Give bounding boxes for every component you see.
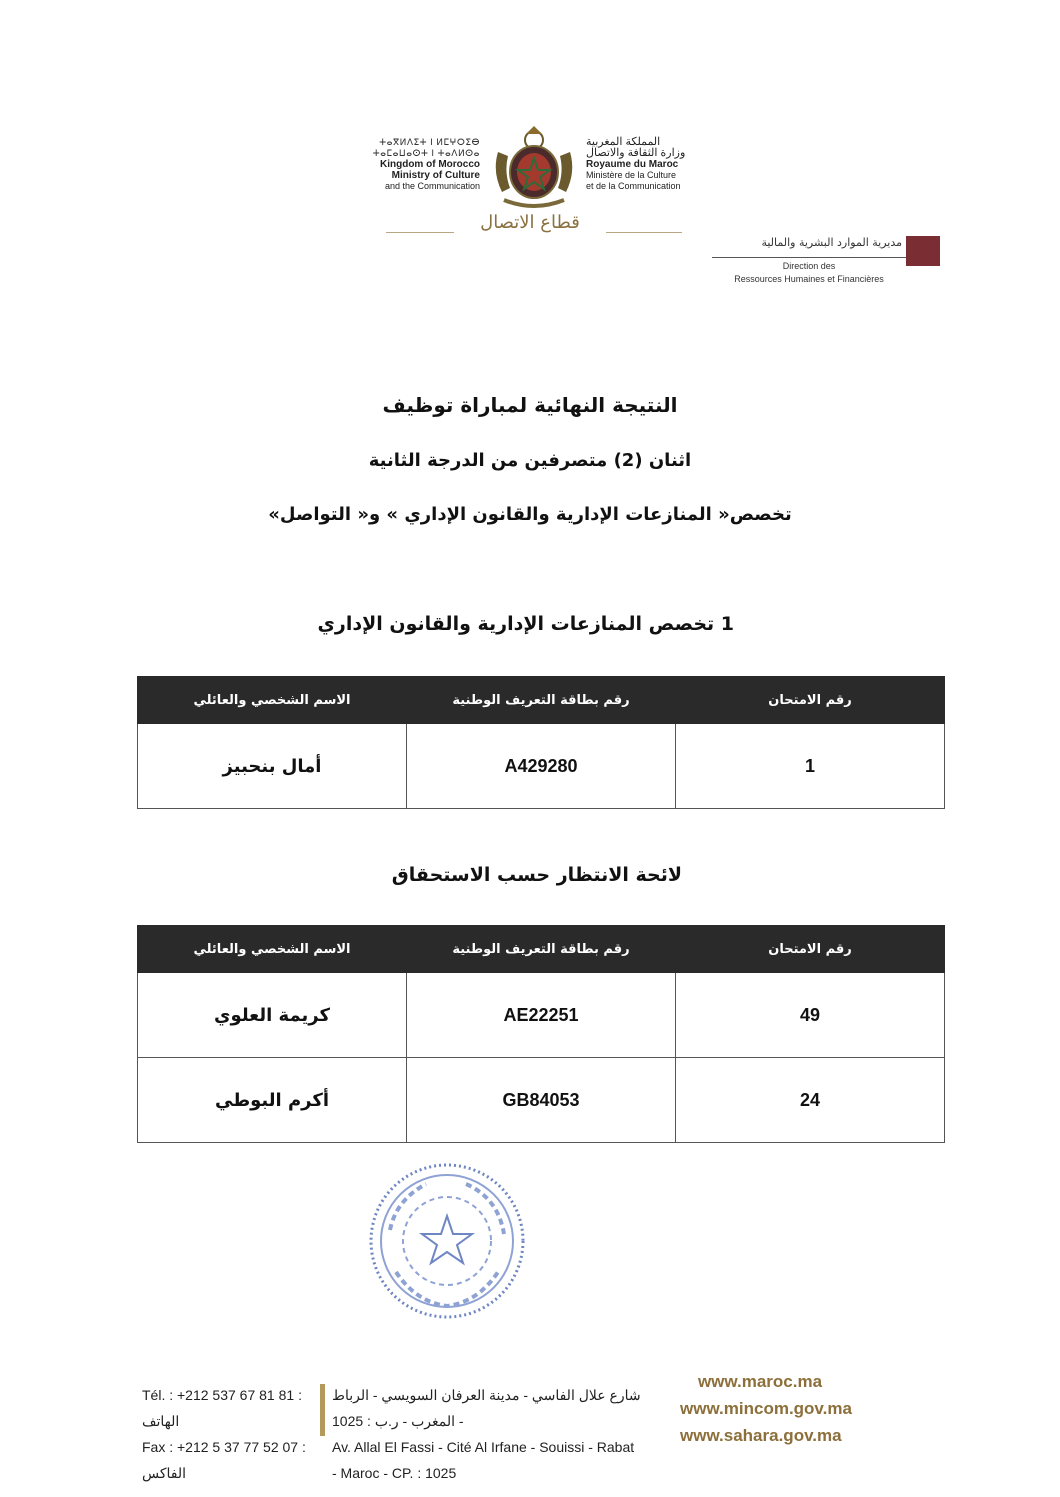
cell-exam-number: 1 <box>676 724 945 809</box>
directorate-french <box>712 260 906 286</box>
col-exam-number: رقم الامتحان <box>676 677 945 724</box>
col-national-id: رقم بطاقة التعريف الوطنية <box>407 677 676 724</box>
arabic-ministry: وزارة الثقافة والاتصال <box>586 147 686 159</box>
cell-full-name: كريمة العلوي <box>138 973 407 1058</box>
waiting-list-table <box>137 925 945 1143</box>
footer-contact <box>142 1382 312 1486</box>
table-row <box>138 1058 945 1143</box>
section-heading: 1 تخصص المنازعات الإدارية والقانون الإداري <box>317 613 734 635</box>
footer-fax: Fax : +212 5 37 77 52 07 : الفاكس <box>142 1439 306 1481</box>
col-exam-number: رقم الامتحان <box>676 926 945 973</box>
footer-phone: Tél. : +212 537 67 81 81 : الهاتف <box>142 1387 302 1429</box>
tifinagh-line: ⵜⴰⴳⵍⴷⵉⵜ ⵏ ⵍⵎⵖⵔⵉⴱ <box>379 137 480 147</box>
table-row <box>138 973 945 1058</box>
table-header-row <box>138 926 945 973</box>
cell-full-name: أكرم البوطي <box>138 1058 407 1143</box>
website-link[interactable]: www.maroc.ma <box>697 1372 823 1391</box>
directorate-color-block <box>906 236 940 266</box>
directorate-divider <box>712 257 906 258</box>
page-title: النتيجة النهائية لمباراة توظيف <box>382 393 678 417</box>
arabic-kingdom: المملكة المغربية <box>586 136 661 148</box>
col-full-name: الاسم الشخصي والعائلي <box>138 926 407 973</box>
directorate-french-line: Ressources Humaines et Financières <box>734 274 884 284</box>
col-full-name: الاسم الشخصي والعائلي <box>138 677 407 724</box>
table-row <box>138 724 945 809</box>
official-seal-icon <box>366 1160 528 1322</box>
english-kingdom: Kingdom of Morocco <box>380 159 480 170</box>
cell-national-id: GB84053 <box>407 1058 676 1143</box>
english-ministry-2: and the Communication <box>384 181 480 191</box>
footer-divider <box>320 1384 325 1436</box>
col-national-id: رقم بطاقة التعريف الوطنية <box>407 926 676 973</box>
cell-exam-number: 24 <box>676 1058 945 1143</box>
specialty-line: تخصص« المنازعات الإدارية والقانون الإداري » و« التواصل» <box>268 504 792 525</box>
website-link[interactable]: www.sahara.gov.ma <box>680 1426 842 1445</box>
tifinagh-line: ⵜⴰⵎⴰⵡⴰⵙⵜ ⵏ ⵜⴰⴷⵍⵙⴰ <box>372 148 480 158</box>
english-ministry: Ministry of Culture <box>391 170 480 181</box>
royal-crest-icon <box>488 122 580 212</box>
french-ministry: Ministère de la Culture <box>586 170 677 180</box>
results-table <box>137 676 945 809</box>
french-ministry-2: et de la Communication <box>586 181 681 191</box>
divider <box>606 232 682 233</box>
footer-address-french: Av. Allal El Fassi - Cité Al Irfane - Souissi - Rabat - Maroc - CP. : 1025 <box>332 1439 635 1481</box>
cell-exam-number: 49 <box>676 973 945 1058</box>
letterhead-right <box>586 137 776 192</box>
section-heading: لائحة الانتظار حسب الاستحقاق <box>391 864 682 886</box>
footer-websites <box>680 1368 852 1449</box>
footer-address <box>332 1382 642 1486</box>
page-subtitle: اثنان (2) متصرفين من الدرجة الثانية <box>368 450 692 471</box>
cell-national-id: AE22251 <box>407 973 676 1058</box>
cell-national-id: A429280 <box>407 724 676 809</box>
french-kingdom: Royaume du Maroc <box>586 159 679 170</box>
divider <box>386 232 454 233</box>
table-header-row <box>138 677 945 724</box>
cell-full-name: أمال بنحبيز <box>138 724 407 809</box>
sector-label: قطاع الاتصال <box>480 212 580 233</box>
website-link[interactable]: www.mincom.gov.ma <box>680 1399 852 1418</box>
footer-address-arabic: شارع علال الفاسي - مدينة العرفان السويسي - الرباط - المغرب - ر.ب : 1025 <box>332 1387 641 1429</box>
directorate-arabic: مديرية الموارد البشرية والمالية <box>761 236 902 249</box>
letterhead-left <box>300 137 480 192</box>
directorate-french-line: Direction des <box>782 261 836 271</box>
